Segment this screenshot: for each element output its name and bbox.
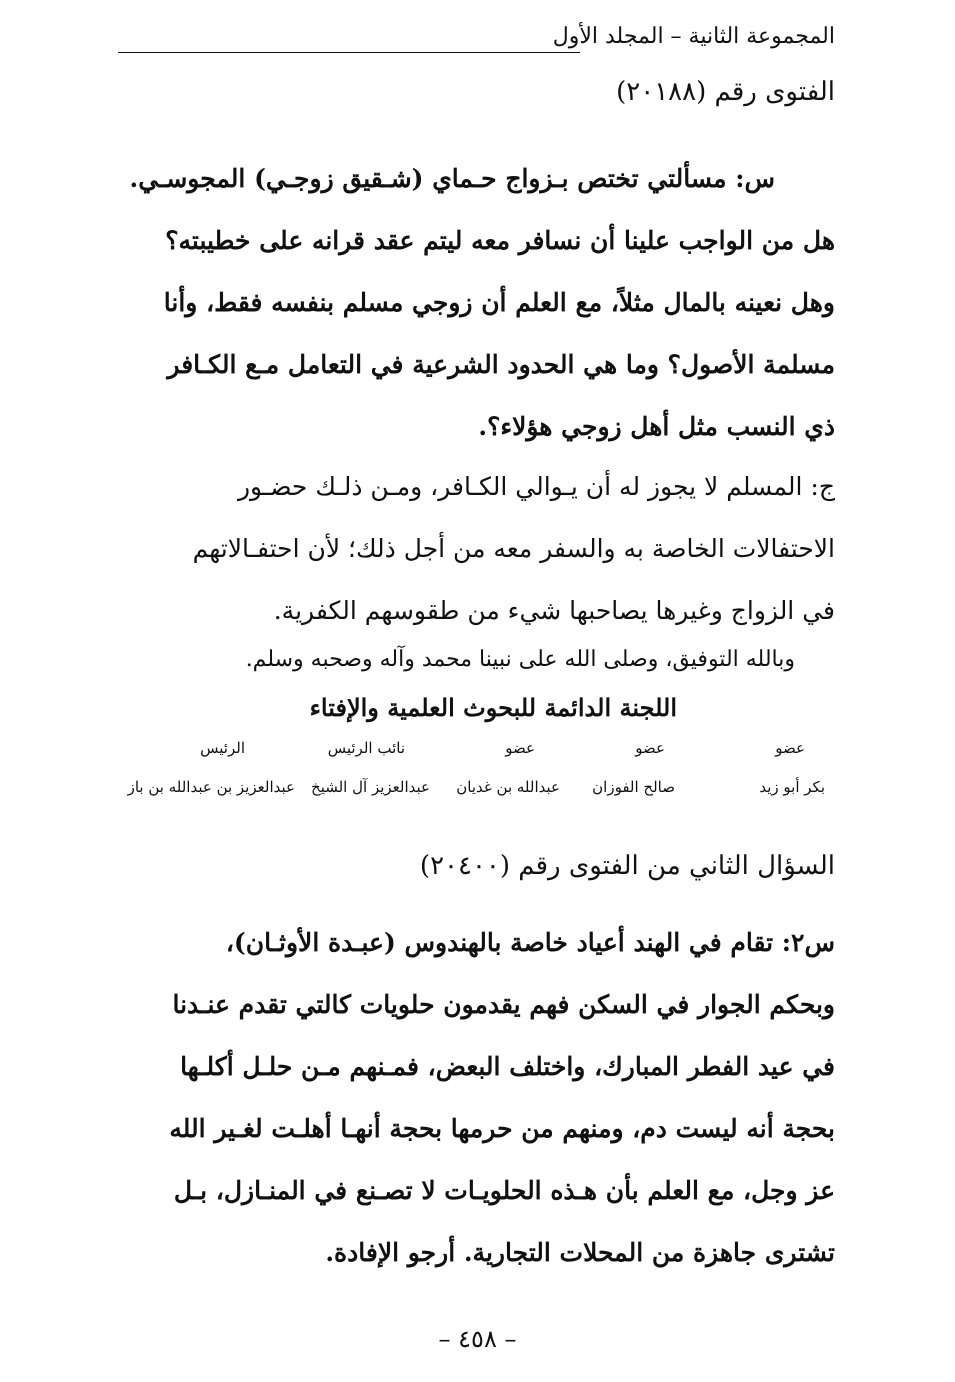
answer-line: ج: المسلم لا يجوز له أن يـوالي الكـافر، ومـن ذلـك حضـور: [237, 472, 835, 501]
committee-name: اللجنة الدائمة للبحوث العلمية والإفتاء: [309, 693, 677, 722]
question-line: مسلمة الأصول؟ وما هي الحدود الشرعية في التعامل مـع الكـافر: [167, 350, 835, 379]
signature-name: عبدالعزيز بن عبدالله بن باز: [127, 778, 295, 796]
signature-role: عضو: [775, 739, 805, 757]
second-question-heading: السؤال الثاني من الفتوى رقم (٢٠٤٠٠): [419, 851, 835, 881]
question-1: [115, 148, 835, 458]
signature-names: [125, 774, 825, 800]
signature-name: صالح الفوزان: [592, 778, 675, 796]
signature-role: عضو: [635, 739, 665, 757]
running-header: المجموعة الثانية – المجلد الأول: [552, 24, 835, 49]
header-rule: [118, 52, 580, 53]
question-line: س: مسألتي تختص بـزواج حـماي (شـقيق زوجـي) المجوسـي.: [129, 164, 775, 193]
signature-role: نائب الرئيس: [327, 739, 405, 757]
answer-line: الاحتفالات الخاصة به والسفر معه من أجل ذلك؛ لأن احتفـالاتهم: [192, 534, 835, 563]
question-line: وهل نعينه بالمال مثلاً، مع العلم أن زوجي مسلم بنفسه فقط، وأنا: [163, 288, 835, 317]
answer-line: في الزواج وغيرها يصاحبها شيء من طقوسهم الكفرية.: [273, 596, 835, 625]
question-line: وبحكم الجوار في السكن فهم يقدمون حلويات كالتي تقدم عنـدنا: [172, 990, 835, 1019]
signature-name: بكر أبو زيد: [759, 778, 825, 796]
question-line: عز وجل، مع العلم بأن هـذه الحلويـات لا تصـنع في المنـازل، بـل: [173, 1176, 835, 1205]
closing-line: وبالله التوفيق، وصلى الله على نبينا محمد وآله وصحبه وسلم.: [245, 647, 795, 672]
question-line: ذي النسب مثل أهل زوجي هؤلاء؟.: [478, 412, 835, 441]
question-2: [115, 912, 835, 1284]
page-number: – ٤٥٨ –: [438, 1325, 517, 1353]
signature-name: عبدالله بن غديان: [456, 778, 560, 796]
question-line: بحجة أنه ليست دم، ومنهم من حرمها بحجة أنهـا أهلـت لغـير الله: [169, 1114, 835, 1143]
answer-1: [115, 456, 835, 642]
question-line: هل من الواجب علينا أن نسافر معه ليتم عقد قرانه على خطيبته؟: [165, 226, 835, 255]
fatwa-number: الفتوى رقم (٢٠١٨٨): [616, 77, 835, 107]
signature-role: الرئيس: [200, 739, 245, 757]
question-line: س٢: تقام في الهند أعياد خاصة بالهندوس (عبـدة الأوثـان)،: [225, 928, 835, 957]
question-line: في عيد الفطر المبارك، واختلف البعض، فمـنهم مـن حلـل أكلـها: [180, 1052, 835, 1081]
signature-role: عضو: [505, 739, 535, 757]
question-line: تشترى جاهزة من المحلات التجارية. أرجو الإفادة.: [325, 1238, 835, 1267]
signature-roles: [125, 736, 805, 760]
signature-name: عبدالعزيز آل الشيخ: [311, 778, 430, 796]
